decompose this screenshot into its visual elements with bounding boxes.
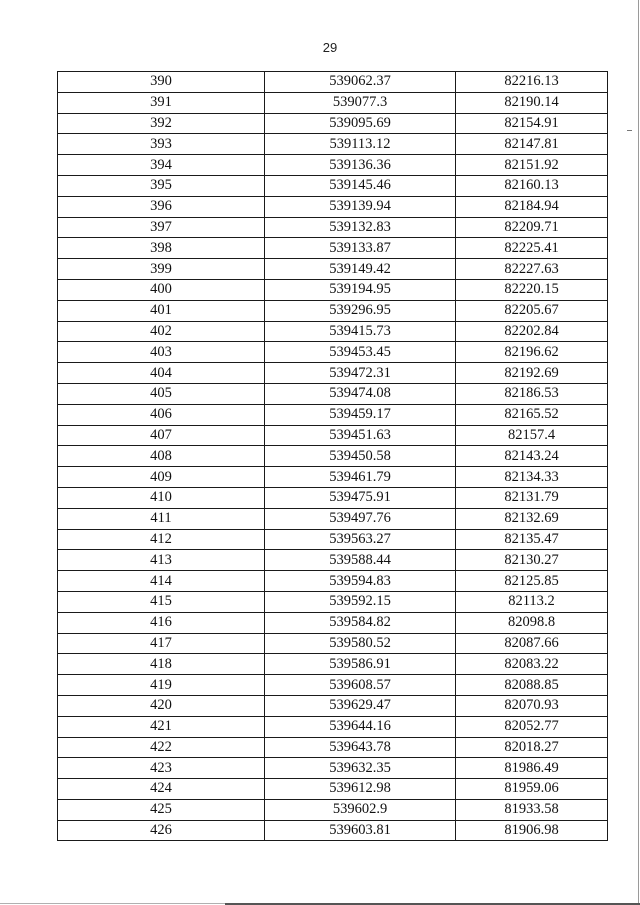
y-coordinate-cell: 82132.69 (456, 508, 608, 529)
x-coordinate-cell: 539450.58 (265, 446, 456, 467)
x-coordinate-cell: 539296.95 (265, 300, 456, 321)
y-coordinate-cell: 82151.92 (456, 155, 608, 176)
point-number-cell: 391 (58, 92, 265, 113)
x-coordinate-cell: 539132.83 (265, 217, 456, 238)
y-coordinate-cell: 82070.93 (456, 695, 608, 716)
table-row (58, 175, 608, 196)
point-number-cell: 425 (58, 799, 265, 820)
y-coordinate-cell: 82098.8 (456, 612, 608, 633)
point-number-cell: 423 (58, 758, 265, 779)
x-coordinate-cell: 539475.91 (265, 487, 456, 508)
point-number-cell: 419 (58, 675, 265, 696)
y-coordinate-cell: 82018.27 (456, 737, 608, 758)
table-row (58, 591, 608, 612)
coordinates-table (57, 71, 608, 841)
point-number-cell: 406 (58, 404, 265, 425)
table-row (58, 799, 608, 820)
y-coordinate-cell: 82134.33 (456, 467, 608, 488)
point-number-cell: 401 (58, 300, 265, 321)
table-row (58, 758, 608, 779)
point-number-cell: 422 (58, 737, 265, 758)
x-coordinate-cell: 539133.87 (265, 238, 456, 259)
table-row (58, 820, 608, 841)
y-coordinate-cell: 82205.67 (456, 300, 608, 321)
table-row (58, 487, 608, 508)
y-coordinate-cell: 82225.41 (456, 238, 608, 259)
x-coordinate-cell: 539584.82 (265, 612, 456, 633)
y-coordinate-cell: 82220.15 (456, 279, 608, 300)
y-coordinate-cell: 82190.14 (456, 92, 608, 113)
table-row (58, 716, 608, 737)
point-number-cell: 403 (58, 342, 265, 363)
table-row (58, 571, 608, 592)
x-coordinate-cell: 539588.44 (265, 550, 456, 571)
point-number-cell: 396 (58, 196, 265, 217)
point-number-cell: 394 (58, 155, 265, 176)
point-number-cell: 411 (58, 508, 265, 529)
table-row (58, 612, 608, 633)
y-coordinate-cell: 81986.49 (456, 758, 608, 779)
point-number-cell: 407 (58, 425, 265, 446)
point-number-cell: 400 (58, 279, 265, 300)
point-number-cell: 418 (58, 654, 265, 675)
y-coordinate-cell: 82087.66 (456, 633, 608, 654)
y-coordinate-cell: 82186.53 (456, 383, 608, 404)
table-row (58, 508, 608, 529)
point-number-cell: 392 (58, 113, 265, 134)
x-coordinate-cell: 539453.45 (265, 342, 456, 363)
x-coordinate-cell: 539062.37 (265, 72, 456, 93)
table-row (58, 633, 608, 654)
point-number-cell: 409 (58, 467, 265, 488)
point-number-cell: 424 (58, 779, 265, 800)
table-row (58, 737, 608, 758)
y-coordinate-cell: 82130.27 (456, 550, 608, 571)
x-coordinate-cell: 539629.47 (265, 695, 456, 716)
table-row (58, 259, 608, 280)
point-number-cell: 399 (58, 259, 265, 280)
y-coordinate-cell: 82143.24 (456, 446, 608, 467)
point-number-cell: 415 (58, 591, 265, 612)
x-coordinate-cell: 539113.12 (265, 134, 456, 155)
x-coordinate-cell: 539415.73 (265, 321, 456, 342)
table-row (58, 404, 608, 425)
y-coordinate-cell: 82209.71 (456, 217, 608, 238)
table-row (58, 321, 608, 342)
x-coordinate-cell: 539603.81 (265, 820, 456, 841)
x-coordinate-cell: 539461.79 (265, 467, 456, 488)
table-row (58, 363, 608, 384)
table-row (58, 529, 608, 550)
table-row (58, 675, 608, 696)
point-number-cell: 402 (58, 321, 265, 342)
point-number-cell: 390 (58, 72, 265, 93)
table-row (58, 134, 608, 155)
x-coordinate-cell: 539612.98 (265, 779, 456, 800)
y-coordinate-cell: 82160.13 (456, 175, 608, 196)
x-coordinate-cell: 539194.95 (265, 279, 456, 300)
y-coordinate-cell: 81906.98 (456, 820, 608, 841)
y-coordinate-cell: 82083.22 (456, 654, 608, 675)
y-coordinate-cell: 82165.52 (456, 404, 608, 425)
x-coordinate-cell: 539644.16 (265, 716, 456, 737)
y-coordinate-cell: 82113.2 (456, 591, 608, 612)
y-coordinate-cell: 82088.85 (456, 675, 608, 696)
y-coordinate-cell: 82227.63 (456, 259, 608, 280)
table-row (58, 654, 608, 675)
table-row (58, 695, 608, 716)
x-coordinate-cell: 539632.35 (265, 758, 456, 779)
x-coordinate-cell: 539095.69 (265, 113, 456, 134)
point-number-cell: 416 (58, 612, 265, 633)
point-number-cell: 420 (58, 695, 265, 716)
table-row (58, 467, 608, 488)
table-row (58, 113, 608, 134)
x-coordinate-cell: 539563.27 (265, 529, 456, 550)
point-number-cell: 408 (58, 446, 265, 467)
x-coordinate-cell: 539497.76 (265, 508, 456, 529)
y-coordinate-cell: 81933.58 (456, 799, 608, 820)
x-coordinate-cell: 539145.46 (265, 175, 456, 196)
table-row (58, 383, 608, 404)
y-coordinate-cell: 82147.81 (456, 134, 608, 155)
table-row (58, 342, 608, 363)
coordinates-table-body (58, 72, 608, 841)
x-coordinate-cell: 539594.83 (265, 571, 456, 592)
y-coordinate-cell: 82184.94 (456, 196, 608, 217)
point-number-cell: 413 (58, 550, 265, 571)
table-row (58, 155, 608, 176)
table-row (58, 196, 608, 217)
point-number-cell: 404 (58, 363, 265, 384)
table-row (58, 779, 608, 800)
x-coordinate-cell: 539451.63 (265, 425, 456, 446)
x-coordinate-cell: 539149.42 (265, 259, 456, 280)
y-coordinate-cell: 82216.13 (456, 72, 608, 93)
table-row (58, 425, 608, 446)
table-row (58, 217, 608, 238)
page-number: 29 (322, 40, 338, 55)
y-coordinate-cell: 82157.4 (456, 425, 608, 446)
table-row (58, 238, 608, 259)
table-row (58, 550, 608, 571)
point-number-cell: 393 (58, 134, 265, 155)
y-coordinate-cell: 82131.79 (456, 487, 608, 508)
y-coordinate-cell: 82196.62 (456, 342, 608, 363)
y-coordinate-cell: 82202.84 (456, 321, 608, 342)
x-coordinate-cell: 539459.17 (265, 404, 456, 425)
x-coordinate-cell: 539136.36 (265, 155, 456, 176)
point-number-cell: 395 (58, 175, 265, 196)
point-number-cell: 397 (58, 217, 265, 238)
x-coordinate-cell: 539602.9 (265, 799, 456, 820)
y-coordinate-cell: 82192.69 (456, 363, 608, 384)
table-row (58, 300, 608, 321)
y-coordinate-cell: 82135.47 (456, 529, 608, 550)
x-coordinate-cell: 539474.08 (265, 383, 456, 404)
point-number-cell: 405 (58, 383, 265, 404)
table-row (58, 72, 608, 93)
point-number-cell: 421 (58, 716, 265, 737)
table-row (58, 446, 608, 467)
y-coordinate-cell: 82052.77 (456, 716, 608, 737)
x-coordinate-cell: 539077.3 (265, 92, 456, 113)
x-coordinate-cell: 539592.15 (265, 591, 456, 612)
x-coordinate-cell: 539580.52 (265, 633, 456, 654)
x-coordinate-cell: 539586.91 (265, 654, 456, 675)
point-number-cell: 412 (58, 529, 265, 550)
y-coordinate-cell: 81959.06 (456, 779, 608, 800)
table-row (58, 92, 608, 113)
point-number-cell: 398 (58, 238, 265, 259)
x-coordinate-cell: 539608.57 (265, 675, 456, 696)
x-coordinate-cell: 539472.31 (265, 363, 456, 384)
y-coordinate-cell: 82154.91 (456, 113, 608, 134)
point-number-cell: 414 (58, 571, 265, 592)
x-coordinate-cell: 539643.78 (265, 737, 456, 758)
point-number-cell: 410 (58, 487, 265, 508)
scan-edge-mark (627, 130, 632, 131)
x-coordinate-cell: 539139.94 (265, 196, 456, 217)
table-row (58, 279, 608, 300)
y-coordinate-cell: 82125.85 (456, 571, 608, 592)
point-number-cell: 417 (58, 633, 265, 654)
point-number-cell: 426 (58, 820, 265, 841)
